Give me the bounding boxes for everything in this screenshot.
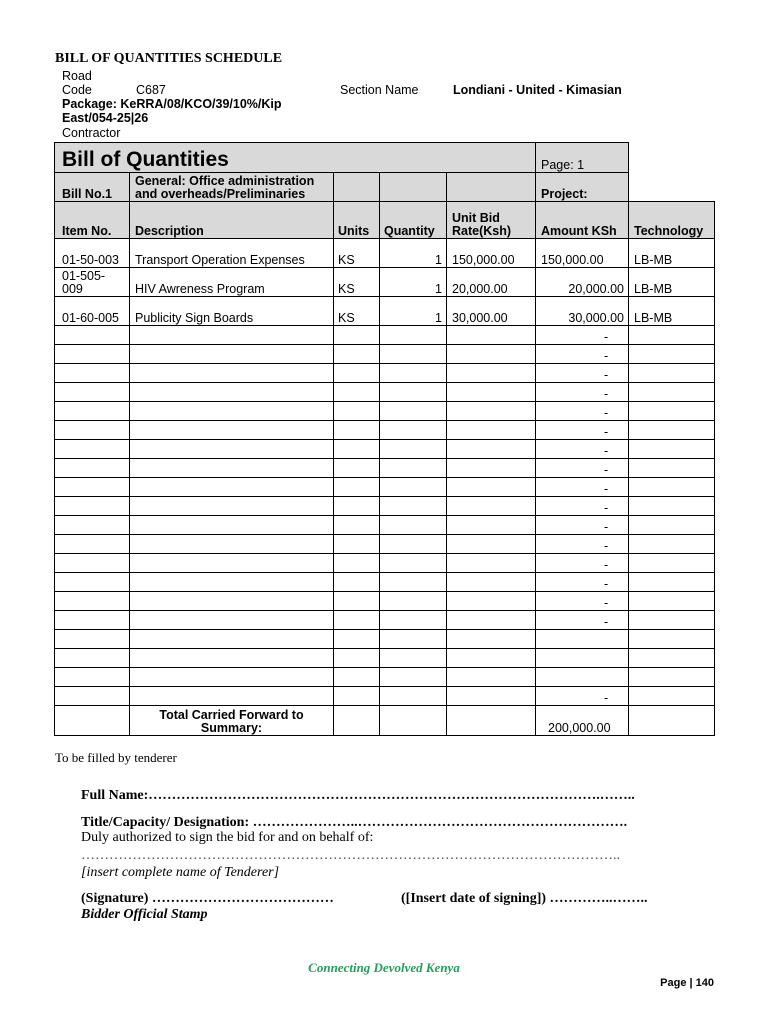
empty-cell [380,440,447,459]
empty-amount-cell [536,630,629,649]
title-capacity-line: Title/Capacity/ Designation: …………………..…………………………………………………. [81,815,628,830]
empty-amount-cell: - [536,687,629,706]
empty-cell [447,326,536,345]
empty-cell [334,554,380,573]
empty-row [55,326,715,345]
empty-cell [629,478,715,497]
col-units: Units [334,202,380,239]
empty-cell [334,478,380,497]
empty-row [55,421,715,440]
empty-amount-cell: - [536,440,629,459]
date-signing-line: ([Insert date of signing]) …………..…….. [401,891,648,906]
empty-row [55,649,715,668]
empty-amount-cell: - [536,326,629,345]
contractor-label: Contractor [62,126,121,140]
empty-cell [130,611,334,630]
empty-row [55,611,715,630]
empty-cell [380,535,447,554]
empty-cell [380,592,447,611]
item-no-cell: 01-50-003 [55,239,130,268]
empty-cell [447,592,536,611]
empty-cell [130,402,334,421]
empty-row [55,478,715,497]
empty-cell [130,668,334,687]
total-label: Total Carried Forward to Summary: [130,706,334,736]
col-quantity: Quantity [380,202,447,239]
empty-cell [130,440,334,459]
empty-cell [55,611,130,630]
empty-amount-cell: - [536,402,629,421]
col-description: Description [130,202,334,239]
empty-cell [334,611,380,630]
empty-cell [130,459,334,478]
empty-amount-cell: - [536,592,629,611]
unit-rate-cell: 150,000.00 [447,239,536,268]
unit-rate-cell: 20,000.00 [447,268,536,297]
empty-row [55,364,715,383]
empty-cell [447,516,536,535]
empty-cell [380,478,447,497]
boq-title: Bill of Quantities [55,143,536,173]
empty-cell [447,459,536,478]
empty-amount-cell: - [536,497,629,516]
empty-cell [629,573,715,592]
empty-cell [55,345,130,364]
empty-cell [380,611,447,630]
empty-cell [447,421,536,440]
units-cell: KS [334,268,380,297]
empty-cell [55,326,130,345]
empty-cell [334,326,380,345]
empty-cell [629,592,715,611]
empty-cell [629,516,715,535]
empty-cell [334,402,380,421]
empty-cell [55,630,130,649]
empty-cell [55,402,130,421]
page-word: Page [660,977,687,989]
authorized-text: Duly authorized to sign the bid for and on behalf of: [81,830,374,845]
empty-amount-cell: - [536,554,629,573]
empty-cell [334,364,380,383]
description-cell: HIV Awreness Program [130,268,334,297]
empty-cell [380,364,447,383]
empty-cell [334,535,380,554]
empty-cell [447,611,536,630]
empty-cell [380,345,447,364]
empty-row [55,592,715,611]
empty-cell [629,345,715,364]
empty-cell [130,421,334,440]
empty-cell [334,497,380,516]
empty-amount-cell: - [536,535,629,554]
empty-row [55,687,715,706]
empty-cell [629,421,715,440]
empty-cell [380,649,447,668]
empty-cell [629,630,715,649]
empty-cell [447,668,536,687]
empty-cell [447,554,536,573]
empty-cell [130,554,334,573]
quantity-cell: 1 [380,268,447,297]
amount-cell: 150,000.00 [536,239,629,268]
amount-cell: 30,000.00 [536,297,629,326]
empty-cell [447,573,536,592]
empty-cell [130,364,334,383]
fill-note: To be filled by tenderer [55,750,177,765]
empty-cell [55,535,130,554]
unit-rate-cell: 30,000.00 [447,297,536,326]
empty-cell [447,364,536,383]
code-label: Code [62,83,92,97]
page-value: 140 [695,977,714,989]
empty-cell [130,326,334,345]
table-row [55,239,715,268]
empty-amount-cell: - [536,421,629,440]
empty-cell [55,421,130,440]
technology-cell: LB-MB [629,268,715,297]
empty-cell [380,421,447,440]
empty-amount-cell: - [536,345,629,364]
technology-cell: LB-MB [629,239,715,268]
description-cell: Publicity Sign Boards [130,297,334,326]
schedule-title: BILL OF QUANTITIES SCHEDULE [55,51,283,66]
empty-cell [629,535,715,554]
empty-cell [55,516,130,535]
empty-cell [629,383,715,402]
empty-amount-cell: - [536,383,629,402]
bidder-stamp-label: Bidder Official Stamp [81,907,208,922]
empty-cell [334,440,380,459]
empty-row [55,345,715,364]
quantity-cell: 1 [380,239,447,268]
empty-cell [334,630,380,649]
empty-cell [55,649,130,668]
table-row [55,297,715,326]
empty-cell [629,402,715,421]
empty-cell [130,535,334,554]
empty-cell [130,649,334,668]
empty-amount-cell: - [536,573,629,592]
empty-cell [334,668,380,687]
empty-amount-cell: - [536,611,629,630]
empty-cell [629,459,715,478]
amount-cell: 20,000.00 [536,268,629,297]
technology-cell: LB-MB [629,297,715,326]
empty-amount-cell: - [536,516,629,535]
empty-amount-cell [536,649,629,668]
empty-amount-cell: - [536,459,629,478]
empty-row [55,573,715,592]
dots-line: …………………………………………………………………………………………………….. [81,848,620,863]
code-value: C687 [136,83,166,97]
empty-row [55,459,715,478]
empty-cell [55,383,130,402]
empty-cell [334,649,380,668]
empty-cell [55,478,130,497]
project-label: Project: [536,173,629,202]
empty-row [55,630,715,649]
column-header-row [55,202,715,239]
empty-cell [334,516,380,535]
empty-amount-cell [536,668,629,687]
empty-cell [130,516,334,535]
empty-row [55,516,715,535]
empty-cell [380,554,447,573]
empty-cell [380,402,447,421]
empty-cell [447,535,536,554]
col-technology: Technology [629,202,715,239]
empty-cell [380,326,447,345]
empty-row [55,497,715,516]
insert-tenderer-name: [insert complete name of Tenderer] [81,865,280,880]
empty-cell [447,402,536,421]
empty-cell [380,573,447,592]
empty-cell [334,573,380,592]
full-name-line: Full Name:…………………………………………………………………………………….…….. [81,788,635,803]
col-item-no: Item No. [55,202,130,239]
empty-cell [380,687,447,706]
empty-cell [130,573,334,592]
empty-cell [380,630,447,649]
section-value: Londiani - United - Kimasian [453,83,622,97]
col-amount: Amount KSh [536,202,629,239]
package-line-2: East/054-25|26 [62,111,149,125]
empty-cell [130,345,334,364]
page-label: Page: 1 [536,143,629,173]
empty-cell [380,668,447,687]
empty-row [55,554,715,573]
road-label: Road [62,69,92,83]
units-cell: KS [334,297,380,326]
empty-cell [55,573,130,592]
empty-cell [447,497,536,516]
empty-cell [130,478,334,497]
empty-row [55,440,715,459]
empty-row [55,535,715,554]
empty-cell [55,687,130,706]
quantity-cell: 1 [380,297,447,326]
empty-cell [380,516,447,535]
empty-cell [334,421,380,440]
empty-cell [447,649,536,668]
empty-cell [130,687,334,706]
units-cell: KS [334,239,380,268]
empty-cell [130,497,334,516]
empty-cell [447,687,536,706]
empty-cell [334,383,380,402]
empty-cell [629,554,715,573]
page-separator: | [689,977,693,989]
footer-tagline: Connecting Devolved Kenya [308,960,460,975]
col-unit-rate: Unit Bid Rate(Ksh) [447,202,536,239]
description-cell: Transport Operation Expenses [130,239,334,268]
boq-table [54,142,715,736]
empty-cell [130,383,334,402]
empty-cell [447,440,536,459]
empty-cell [629,326,715,345]
empty-cell [629,364,715,383]
empty-cell [334,592,380,611]
section-label: Section Name [340,83,419,97]
empty-cell [447,630,536,649]
package-line-1: Package: KeRRA/08/KCO/39/10%/Kip [62,97,282,111]
empty-cell [55,497,130,516]
empty-cell [55,364,130,383]
empty-cell [629,687,715,706]
total-value: 200,000.00 [536,706,629,736]
empty-row [55,383,715,402]
empty-cell [130,592,334,611]
item-no-cell: 01-505-009 [55,268,130,297]
empty-row [55,402,715,421]
empty-cell [629,649,715,668]
empty-row [55,668,715,687]
empty-cell [55,592,130,611]
empty-cell [334,459,380,478]
empty-cell [629,440,715,459]
empty-cell [55,668,130,687]
empty-cell [629,497,715,516]
item-no-cell: 01-60-005 [55,297,130,326]
empty-cell [55,554,130,573]
empty-cell [380,497,447,516]
empty-cell [629,611,715,630]
empty-cell [334,687,380,706]
empty-cell [130,630,334,649]
signature-line: (Signature) ………………………………… [81,891,334,906]
empty-amount-cell: - [536,364,629,383]
empty-cell [447,478,536,497]
bill-no: Bill No.1 [55,173,130,202]
empty-cell [380,459,447,478]
empty-cell [334,345,380,364]
empty-cell [380,383,447,402]
empty-amount-cell: - [536,478,629,497]
empty-cell [447,383,536,402]
empty-cell [629,668,715,687]
empty-cell [447,345,536,364]
page-number [660,977,714,989]
empty-cell [55,459,130,478]
table-row [55,268,715,297]
empty-cell [55,440,130,459]
bill-description: General: Office administration and overheads/Preliminaries [130,173,334,202]
